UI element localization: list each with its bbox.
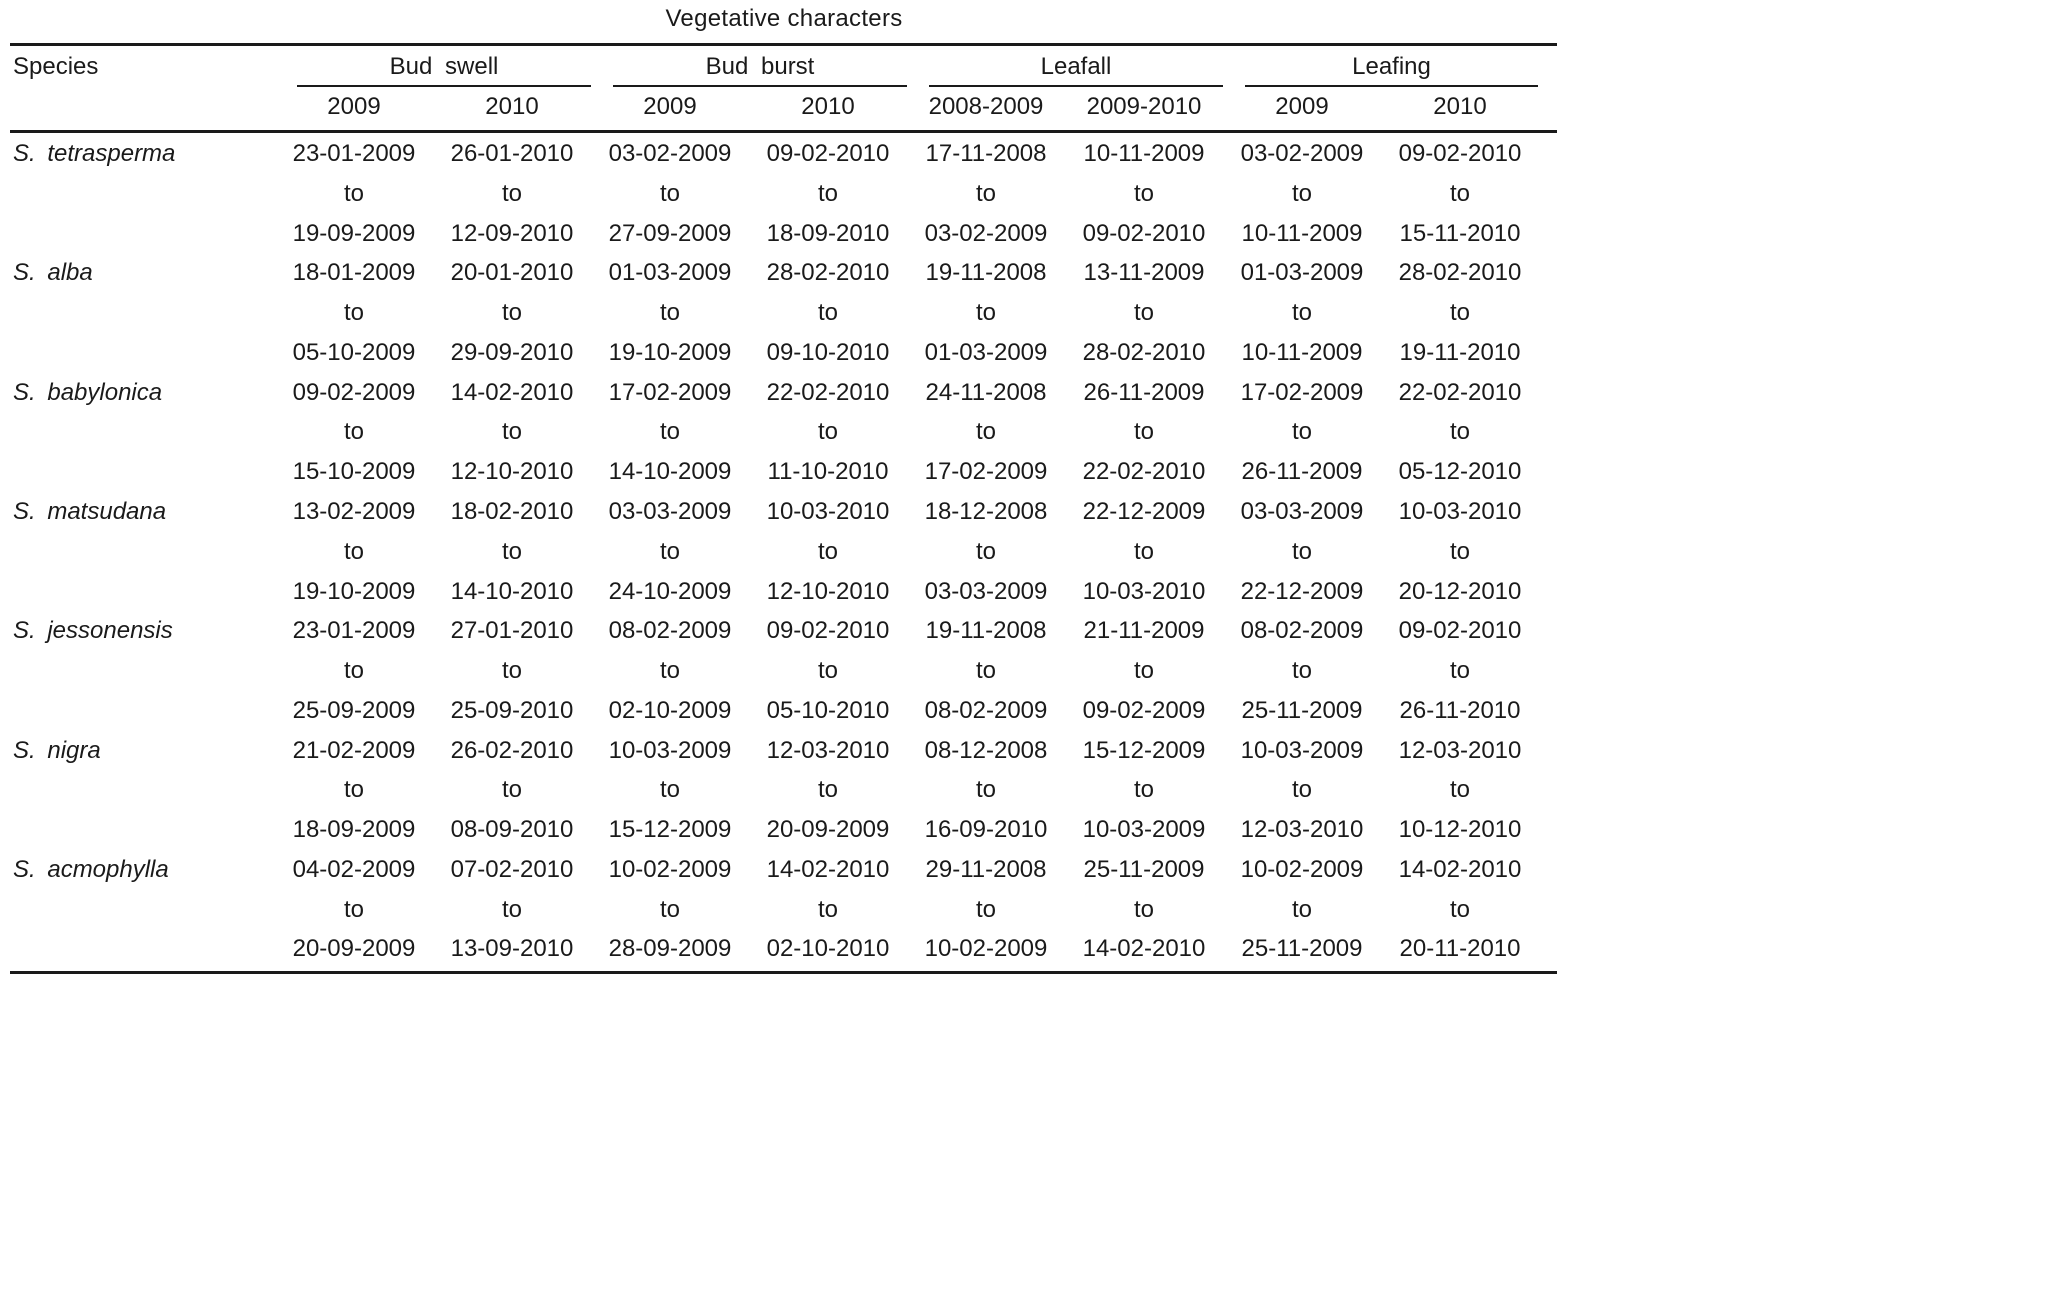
date-to: 16-09-2010: [924, 816, 1048, 844]
date-from: 10-03-2009: [608, 736, 732, 764]
date-from: 12-03-2010: [766, 736, 890, 764]
year-header: 2008-2009: [928, 93, 1044, 120]
to-connector: to: [343, 179, 364, 207]
species-name: S. tetrasperma: [13, 140, 176, 167]
date-to: 10-11-2009: [1241, 338, 1363, 366]
date-to: 20-12-2010: [1398, 577, 1522, 605]
to-connector: to: [1449, 657, 1470, 684]
year-header: 2010: [801, 93, 855, 120]
to-connector: to: [1449, 179, 1470, 207]
group-header-leafall: Leafall: [1040, 53, 1112, 80]
date-from: 24-11-2008: [925, 378, 1047, 406]
species-name: S. acmophylla: [13, 855, 169, 883]
date-to: 12-03-2010: [1240, 816, 1364, 844]
date-from: 10-11-2009: [1083, 140, 1205, 167]
date-from: 25-11-2009: [1083, 855, 1205, 883]
date-from: 27-01-2010: [450, 617, 574, 645]
date-to: 05-12-2010: [1398, 458, 1522, 486]
date-from: 14-02-2010: [1398, 855, 1522, 883]
group-rule-bud-swell: [297, 85, 591, 87]
to-connector: to: [817, 418, 838, 446]
to-connector: to: [659, 179, 680, 207]
date-from: 01-03-2009: [608, 259, 732, 287]
to-connector: to: [817, 895, 838, 923]
species-name: S. matsudana: [13, 497, 167, 525]
date-to: 22-12-2009: [1240, 577, 1364, 605]
date-from: 03-02-2009: [608, 140, 732, 167]
header-rule: [10, 130, 1557, 133]
year-header: 2010: [1433, 93, 1487, 120]
date-to: 27-09-2009: [608, 219, 732, 247]
date-from: 26-01-2010: [450, 140, 574, 167]
date-from: 19-11-2008: [925, 259, 1047, 287]
date-to: 20-09-2009: [766, 816, 890, 844]
date-from: 08-02-2009: [608, 617, 732, 645]
date-from: 07-02-2010: [450, 855, 574, 883]
to-connector: to: [1291, 895, 1312, 923]
species-name: S. babylonica: [13, 378, 163, 406]
date-to: 20-09-2009: [292, 935, 416, 963]
date-from: 26-11-2009: [1083, 378, 1205, 406]
date-to: 15-10-2009: [292, 458, 416, 486]
date-to: 14-02-2010: [1082, 935, 1206, 963]
to-connector: to: [1449, 895, 1470, 923]
date-to: 08-09-2010: [450, 816, 574, 844]
date-from: 03-02-2009: [1240, 140, 1364, 167]
date-to: 22-02-2010: [1082, 458, 1206, 486]
to-connector: to: [501, 895, 522, 923]
date-from: 20-01-2010: [450, 259, 574, 287]
to-connector: to: [817, 537, 838, 565]
to-connector: to: [975, 537, 996, 565]
to-connector: to: [817, 179, 838, 207]
date-to: 02-10-2010: [766, 935, 890, 963]
to-connector: to: [1449, 537, 1470, 565]
date-from: 10-03-2009: [1240, 736, 1364, 764]
to-connector: to: [501, 537, 522, 565]
to-connector: to: [817, 657, 838, 684]
date-from: 08-02-2009: [1240, 617, 1364, 645]
date-from: 08-12-2008: [924, 736, 1048, 764]
date-from: 10-02-2009: [608, 855, 732, 883]
to-connector: to: [1291, 657, 1312, 684]
to-connector: to: [975, 179, 996, 207]
bottom-rule: [10, 971, 1557, 974]
to-connector: to: [501, 179, 522, 207]
date-from: 12-03-2010: [1398, 736, 1522, 764]
date-from: 09-02-2010: [766, 140, 890, 167]
date-to: 15-11-2010: [1399, 219, 1521, 247]
species-name: S. nigra: [13, 736, 101, 764]
date-from: 17-02-2009: [1240, 378, 1364, 406]
date-to: 18-09-2010: [766, 219, 890, 247]
to-connector: to: [975, 418, 996, 446]
date-from: 18-12-2008: [924, 497, 1048, 525]
to-connector: to: [817, 776, 838, 804]
species-name: S. jessonensis: [13, 617, 173, 645]
group-header-bud-burst: Bud burst: [705, 53, 815, 80]
group-rule-bud-burst: [613, 85, 907, 87]
species-name: S. alba: [13, 259, 93, 287]
date-from: 10-02-2009: [1240, 855, 1364, 883]
date-to: 10-03-2009: [1082, 816, 1206, 844]
date-from: 21-11-2009: [1083, 617, 1205, 645]
date-to: 11-10-2010: [767, 458, 889, 486]
date-from: 13-11-2009: [1083, 259, 1205, 287]
table-super-title: Vegetative characters: [665, 5, 903, 32]
to-connector: to: [1449, 776, 1470, 804]
date-from: 04-02-2009: [292, 855, 416, 883]
date-from: 03-03-2009: [1240, 497, 1364, 525]
date-from: 03-03-2009: [608, 497, 732, 525]
date-to: 02-10-2009: [608, 696, 732, 724]
date-from: 17-11-2008: [925, 140, 1047, 167]
date-from: 10-03-2010: [766, 497, 890, 525]
to-connector: to: [1133, 537, 1154, 565]
to-connector: to: [1291, 418, 1312, 446]
date-to: 26-11-2009: [1241, 458, 1363, 486]
date-to: 17-02-2009: [924, 458, 1048, 486]
species-column-header: Species: [13, 53, 99, 80]
date-to: 25-11-2009: [1241, 935, 1363, 963]
date-from: 22-12-2009: [1082, 497, 1206, 525]
date-to: 28-02-2010: [1082, 338, 1206, 366]
date-from: 28-02-2010: [1398, 259, 1522, 287]
date-to: 12-10-2010: [766, 577, 890, 605]
date-from: 26-02-2010: [450, 736, 574, 764]
date-to: 09-02-2010: [1082, 219, 1206, 247]
date-to: 12-10-2010: [450, 458, 574, 486]
to-connector: to: [1133, 895, 1154, 923]
to-connector: to: [1133, 299, 1154, 327]
group-rule-leafall: [929, 85, 1223, 87]
to-connector: to: [1449, 299, 1470, 327]
to-connector: to: [1133, 657, 1154, 684]
date-to: 18-09-2009: [292, 816, 416, 844]
date-from: 23-01-2009: [292, 140, 416, 167]
date-to: 14-10-2009: [608, 458, 732, 486]
to-connector: to: [343, 418, 364, 446]
date-from: 13-02-2009: [292, 497, 416, 525]
to-connector: to: [501, 299, 522, 327]
to-connector: to: [975, 895, 996, 923]
date-to: 19-09-2009: [292, 219, 416, 247]
date-to: 26-11-2010: [1399, 696, 1521, 724]
date-to: 28-09-2009: [608, 935, 732, 963]
to-connector: to: [501, 418, 522, 446]
date-from: 29-11-2008: [925, 855, 1047, 883]
group-header-bud-swell: Bud swell: [389, 53, 499, 80]
date-from: 23-01-2009: [292, 617, 416, 645]
to-connector: to: [659, 657, 680, 684]
date-from: 09-02-2010: [766, 617, 890, 645]
to-connector: to: [343, 657, 364, 684]
year-header: 2009: [327, 93, 381, 120]
to-connector: to: [659, 418, 680, 446]
group-rule-leafing: [1245, 85, 1538, 87]
date-from: 18-01-2009: [292, 259, 416, 287]
date-to: 05-10-2009: [292, 338, 416, 366]
date-to: 13-09-2010: [450, 935, 574, 963]
top-rule: [10, 43, 1557, 46]
to-connector: to: [1133, 179, 1154, 207]
date-to: 12-09-2010: [450, 219, 574, 247]
date-from: 22-02-2010: [766, 378, 890, 406]
date-to: 09-10-2010: [766, 338, 890, 366]
to-connector: to: [659, 299, 680, 327]
to-connector: to: [1291, 776, 1312, 804]
to-connector: to: [343, 895, 364, 923]
date-to: 10-11-2009: [1241, 219, 1363, 247]
to-connector: to: [501, 776, 522, 804]
date-from: 17-02-2009: [608, 378, 732, 406]
date-to: 15-12-2009: [608, 816, 732, 844]
date-from: 19-11-2008: [925, 617, 1047, 645]
date-from: 22-02-2010: [1398, 378, 1522, 406]
date-to: 03-02-2009: [924, 219, 1048, 247]
date-to: 24-10-2009: [608, 577, 732, 605]
to-connector: to: [659, 895, 680, 923]
to-connector: to: [1133, 776, 1154, 804]
date-to: 25-11-2009: [1241, 696, 1363, 724]
date-to: 05-10-2010: [766, 696, 890, 724]
date-from: 09-02-2010: [1398, 140, 1522, 167]
to-connector: to: [501, 657, 522, 684]
date-from: 10-03-2010: [1398, 497, 1522, 525]
date-from: 14-02-2010: [766, 855, 890, 883]
date-to: 19-10-2009: [608, 338, 732, 366]
date-to: 10-02-2009: [924, 935, 1048, 963]
year-header: 2010: [485, 93, 539, 120]
date-from: 21-02-2009: [292, 736, 416, 764]
to-connector: to: [975, 776, 996, 804]
date-from: 18-02-2010: [450, 497, 574, 525]
date-to: 20-11-2010: [1399, 935, 1521, 963]
date-to: 19-10-2009: [292, 577, 416, 605]
group-header-leafing: Leafing: [1352, 53, 1431, 80]
to-connector: to: [659, 537, 680, 565]
date-to: 09-02-2009: [1082, 696, 1206, 724]
to-connector: to: [659, 776, 680, 804]
date-from: 09-02-2010: [1398, 617, 1522, 645]
year-header: 2009-2010: [1086, 93, 1202, 120]
date-from: 15-12-2009: [1082, 736, 1206, 764]
to-connector: to: [1449, 418, 1470, 446]
date-to: 19-11-2010: [1399, 338, 1521, 366]
to-connector: to: [343, 537, 364, 565]
date-from: 28-02-2010: [766, 259, 890, 287]
to-connector: to: [1291, 299, 1312, 327]
year-header: 2009: [1275, 93, 1329, 120]
date-to: 08-02-2009: [924, 696, 1048, 724]
date-to: 10-03-2010: [1082, 577, 1206, 605]
date-to: 25-09-2010: [450, 696, 574, 724]
to-connector: to: [817, 299, 838, 327]
date-to: 01-03-2009: [924, 338, 1048, 366]
to-connector: to: [343, 776, 364, 804]
date-from: 14-02-2010: [450, 378, 574, 406]
to-connector: to: [1291, 537, 1312, 565]
date-to: 25-09-2009: [292, 696, 416, 724]
date-to: 29-09-2010: [450, 338, 574, 366]
date-to: 03-03-2009: [924, 577, 1048, 605]
date-from: 01-03-2009: [1240, 259, 1364, 287]
year-header: 2009: [643, 93, 697, 120]
date-to: 14-10-2010: [450, 577, 574, 605]
to-connector: to: [1133, 418, 1154, 446]
date-to: 10-12-2010: [1398, 816, 1522, 844]
date-from: 09-02-2009: [292, 378, 416, 406]
to-connector: to: [975, 657, 996, 684]
to-connector: to: [343, 299, 364, 327]
to-connector: to: [1291, 179, 1312, 207]
to-connector: to: [975, 299, 996, 327]
